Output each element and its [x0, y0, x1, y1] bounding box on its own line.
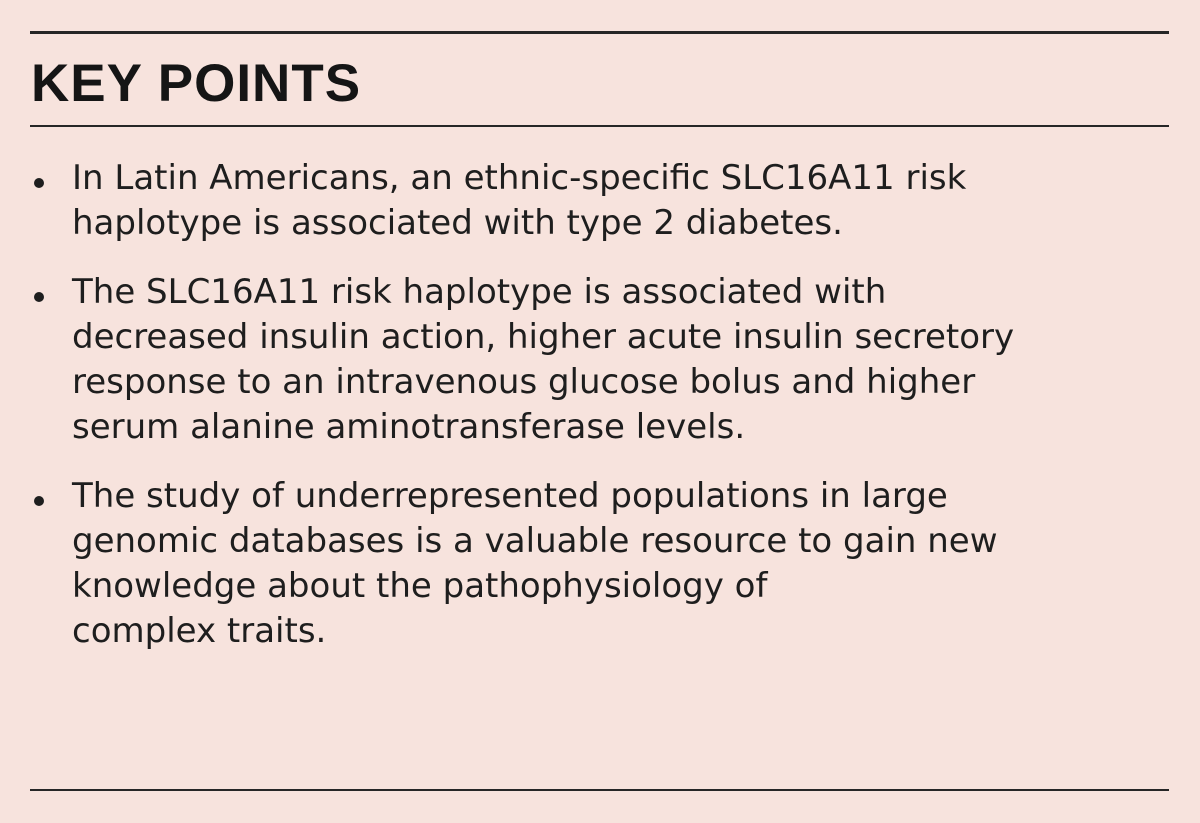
bullet-icon	[34, 178, 44, 188]
key-point-text: In Latin Americans, an ethnic-specific SLC16A11 risk haplotype is associated with type 2 diabetes.	[72, 158, 967, 243]
key-point-text: The SLC16A11 risk haplotype is associated with decreased insulin action, higher acute insulin secretory response to an intravenous glucose bolus and higher serum alanine aminotransferase levels.	[72, 272, 1015, 447]
list-item	[30, 156, 1160, 246]
bottom-rule	[30, 789, 1169, 791]
bullet-icon	[34, 496, 44, 506]
top-rule	[30, 31, 1169, 34]
list-item	[30, 474, 1160, 654]
list-item	[30, 270, 1160, 450]
key-points-heading: KEY POINTS	[31, 54, 362, 113]
heading-divider	[30, 125, 1169, 127]
key-points-list	[30, 156, 1160, 678]
bullet-icon	[34, 292, 44, 302]
key-point-text: The study of underrepresented populations in large genomic databases is a valuable resource to gain new knowledge about the pathophysiology of complex traits.	[72, 476, 998, 651]
